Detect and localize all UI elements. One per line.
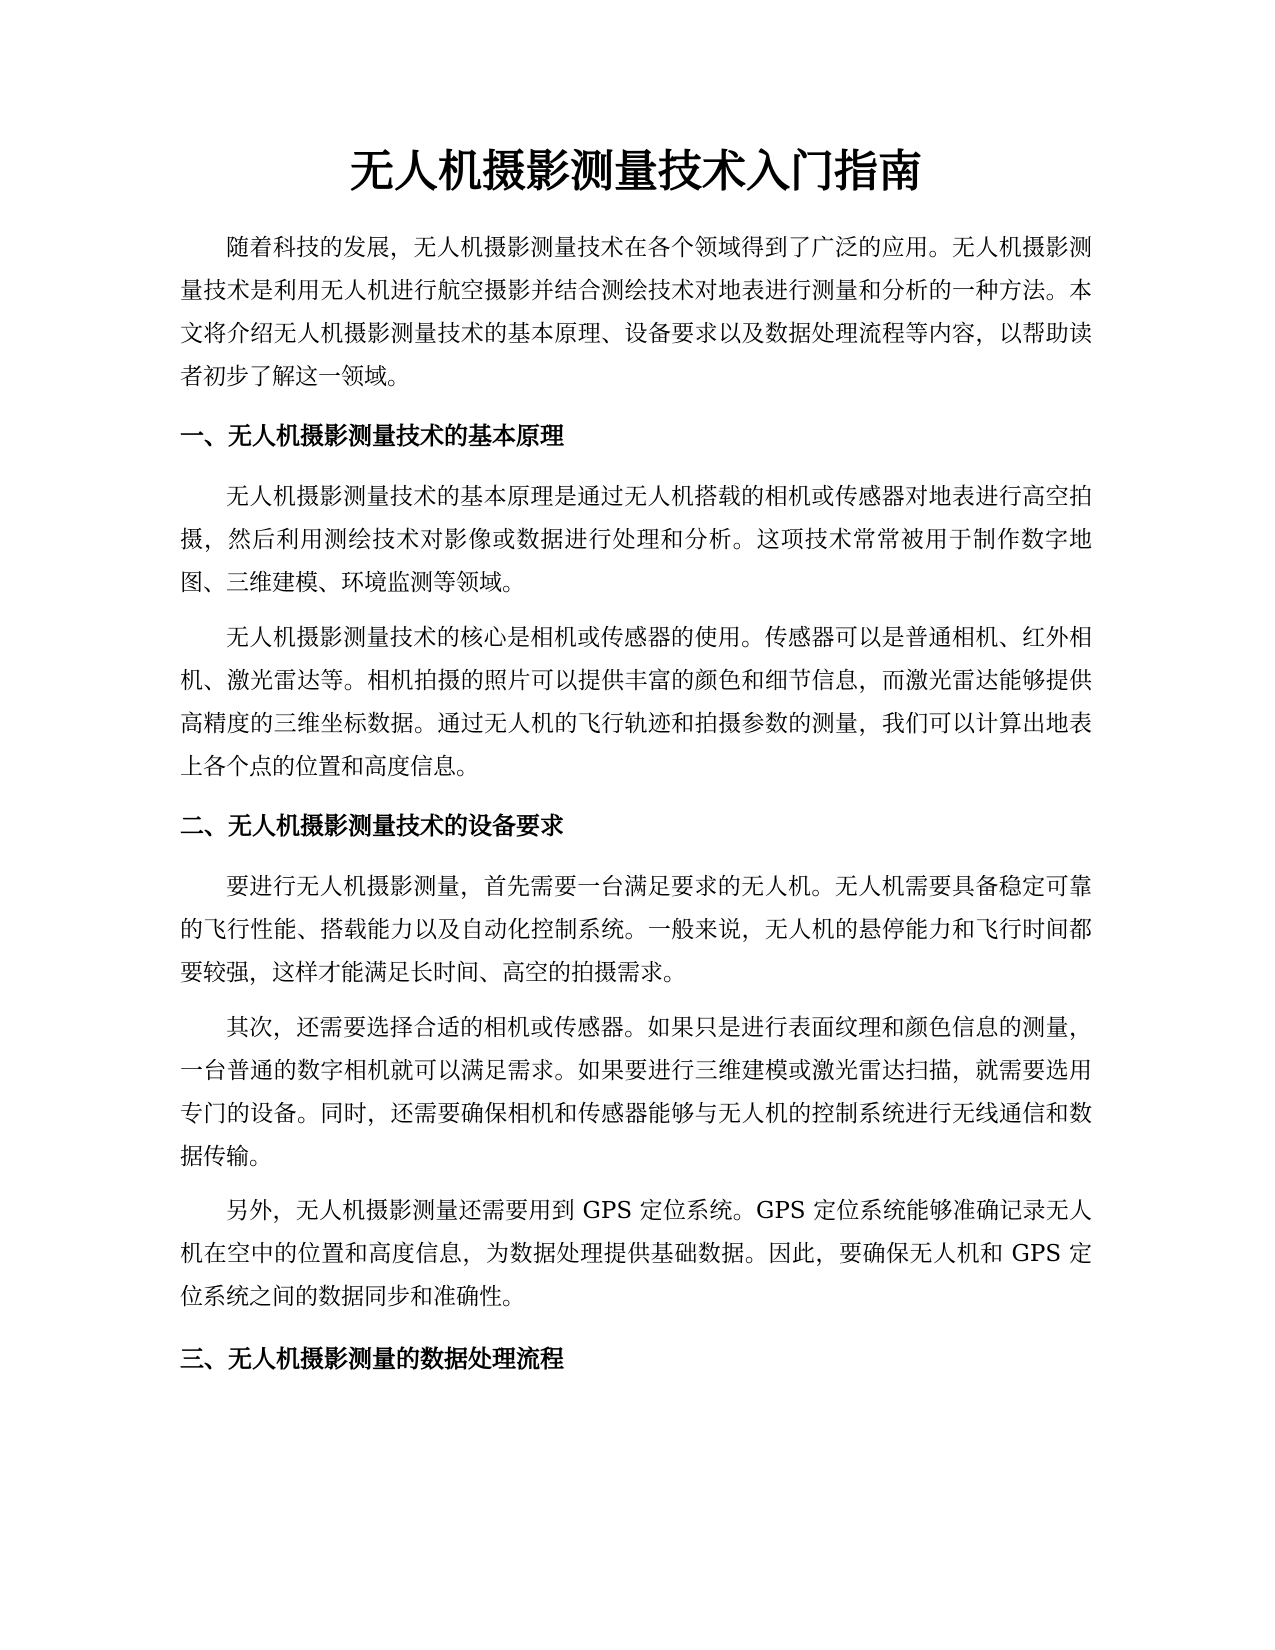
section-2-paragraph-2: 其次，还需要选择合适的相机或传感器。如果只是进行表面纹理和颜色信息的测量，一台普通的数字相机就可以满足需求。如果要进行三维建模或激光雷达扫描，就需要选用专门的设备。同时，还需要确保相机和传感器能够与无人机的控制系统进行无线通信和数据传输。 — [180, 1015, 1092, 1170]
intro-paragraph: 随着科技的发展，无人机摄影测量技术在各个领域得到了广泛的应用。无人机摄影测量技术是利用无人机进行航空摄影并结合测绘技术对地表进行测量和分析的一种方法。本文将介绍无人机摄影测量技术的基本原理、设备要求以及数据处理流程等内容，以帮助读者初步了解这一领域。 — [180, 235, 1092, 390]
section-1-heading: 一、无人机摄影测量技术的基本原理 — [180, 422, 564, 450]
document-title: 无人机摄影测量技术入门指南 — [350, 146, 922, 197]
section-2-paragraph-3: 另外，无人机摄影测量还需要用到 GPS 定位系统。GPS 定位系统能够准确记录无人机在空中的位置和高度信息，为数据处理提供基础数据。因此，要确保无人机和 GPS 定位系统之间的数据同步和准确性。 — [180, 1198, 1092, 1310]
section-2-paragraph-1: 要进行无人机摄影测量，首先需要一台满足要求的无人机。无人机需要具备稳定可靠的飞行性能、搭载能力以及自动化控制系统。一般来说，无人机的悬停能力和飞行时间都要较强，这样才能满足长时间、高空的拍摄需求。 — [180, 874, 1092, 986]
section-1-paragraph-1: 无人机摄影测量技术的基本原理是通过无人机搭载的相机或传感器对地表进行高空拍摄，然后利用测绘技术对影像或数据进行处理和分析。这项技术常常被用于制作数字地图、三维建模、环境监测等领域。 — [180, 484, 1092, 596]
section-1-paragraph-2: 无人机摄影测量技术的核心是相机或传感器的使用。传感器可以是普通相机、红外相机、激光雷达等。相机拍摄的照片可以提供丰富的颜色和细节信息，而激光雷达能够提供高精度的三维坐标数据。通过无人机的飞行轨迹和拍摄参数的测量，我们可以计算出地表上各个点的位置和高度信息。 — [180, 625, 1092, 780]
section-3-heading: 三、无人机摄影测量的数据处理流程 — [180, 1345, 564, 1373]
section-2-heading: 二、无人机摄影测量技术的设备要求 — [180, 812, 564, 840]
